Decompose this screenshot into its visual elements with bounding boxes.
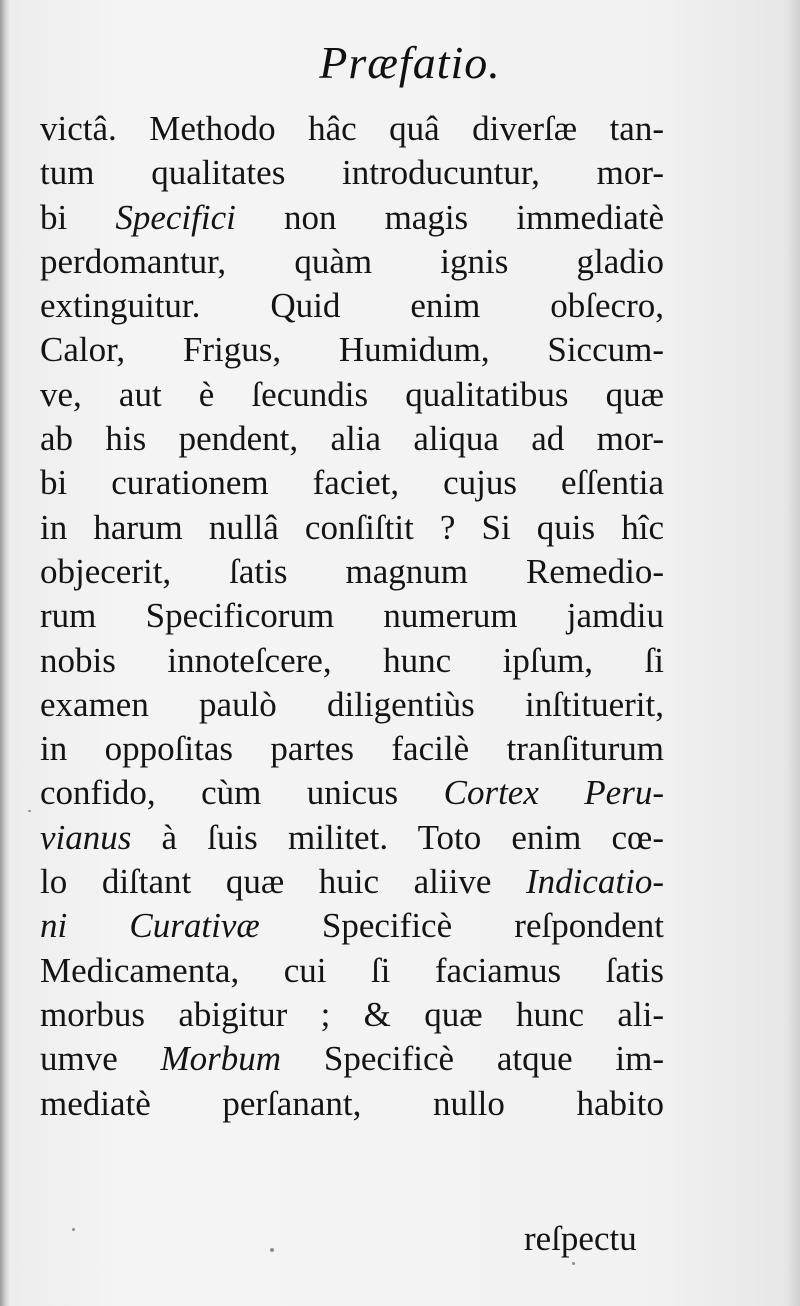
italic-segment: vianus (40, 817, 132, 857)
text-line (40, 373, 664, 417)
page-edge-shadow (786, 0, 800, 1306)
page-gutter-shadow (0, 0, 10, 1306)
text-segment: in harum nullâ conſiſtit ? Si quis hîc (40, 507, 664, 547)
running-head: Præfatio. (319, 37, 501, 88)
text-segment: bi (40, 197, 116, 237)
text-line (40, 328, 664, 372)
ink-speck (572, 1262, 575, 1265)
text-segment: objecerit, ſatis magnum Remedio- (40, 551, 664, 591)
text-segment: morbus abigitur ; & quæ hunc ali- (40, 994, 664, 1034)
text-segment: bi curationem faciet, cujus eſſentia (40, 463, 664, 503)
ink-speck (72, 1228, 75, 1231)
text-line (40, 771, 664, 815)
text-line (40, 816, 664, 860)
text-segment: Medicamenta, cui ſi faciamus ſatis (40, 950, 664, 990)
text-line (40, 151, 664, 195)
text-line (40, 240, 664, 284)
text-line (40, 904, 664, 948)
text-segment: ve, aut è ſecundis qualitatibus quæ (40, 374, 664, 414)
text-segment: perdomantur, quàm ignis gladio (40, 241, 664, 281)
text-segment: mediatè perſanant, nullo habito (40, 1083, 664, 1123)
text-segment: non magis immediatè (235, 197, 664, 237)
text-segment: Calor, Frigus, Humidum, Siccum- (40, 330, 664, 370)
text-segment: examen paulò diligentiùs inſtituerit, (40, 684, 664, 724)
text-segment: nobis innoteſcere, hunc ipſum, ſi (40, 640, 664, 680)
text-line (40, 506, 664, 550)
text-line (40, 594, 664, 638)
text-segment: rum Specificorum numerum jamdiu (40, 596, 664, 636)
text-line (40, 683, 664, 727)
text-segment: Specificè atque im- (281, 1039, 664, 1079)
italic-segment: ni Curativæ (40, 906, 260, 946)
text-line (40, 417, 664, 461)
body-text (40, 107, 664, 1126)
ink-speck (28, 810, 31, 812)
text-line (40, 993, 664, 1037)
ink-speck (270, 1248, 274, 1252)
text-line (40, 1037, 664, 1081)
text-segment: à ſuis militet. Toto enim cœ- (131, 817, 664, 857)
text-line (40, 107, 664, 151)
text-line (40, 196, 664, 240)
italic-segment: Indicatio- (525, 862, 664, 902)
text-segment: umve (40, 1039, 161, 1079)
text-segment: lo diſtant quæ huic aliive (40, 862, 526, 902)
catchword: reſpectu (524, 1219, 637, 1258)
text-line (40, 1082, 664, 1126)
italic-segment: Specifici (115, 197, 236, 237)
text-segment: Specificè reſpondent (259, 906, 664, 946)
text-line (40, 550, 664, 594)
text-segment: confido, cùm unicus (40, 773, 444, 813)
text-line (40, 860, 664, 904)
text-line (40, 639, 664, 683)
text-line (40, 284, 664, 328)
italic-segment: Morbum (160, 1039, 282, 1079)
italic-segment: Cortex Peru- (443, 773, 664, 813)
text-line (40, 727, 664, 771)
text-segment: victâ. Methodo hâc quâ diverſæ tan- (40, 109, 664, 148)
text-line (40, 461, 664, 505)
text-segment: extinguitur. Quid enim obſecro, (40, 286, 664, 326)
text-segment: ab his pendent, alia aliqua ad mor- (40, 419, 664, 459)
text-segment: in oppoſitas partes facilè tranſiturum (40, 729, 664, 769)
text-segment: tum qualitates introducuntur, mor- (40, 153, 664, 193)
text-line (40, 949, 664, 993)
